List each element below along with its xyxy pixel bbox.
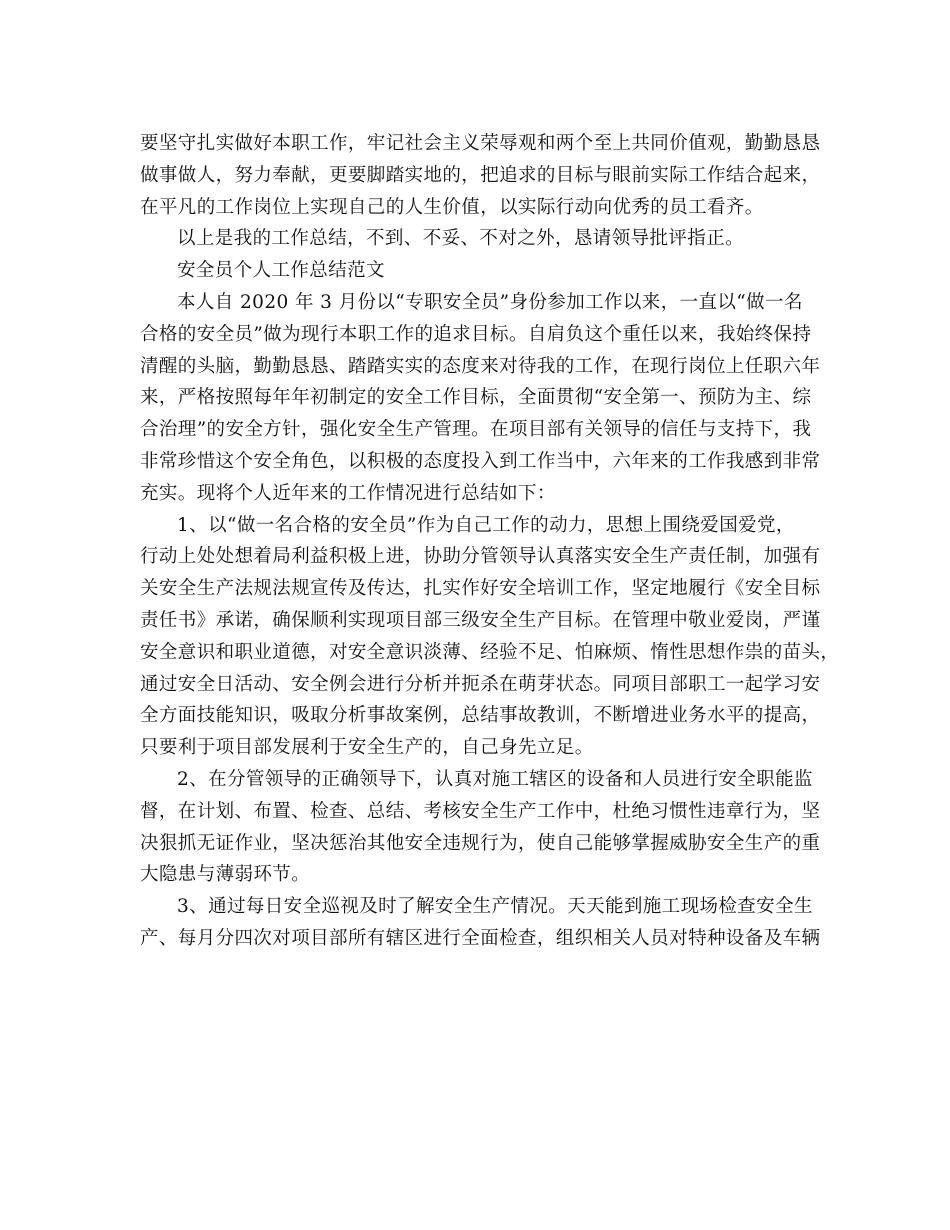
text-line: 2、在分管领导的正确领导下，认真对施工辖区的设备和人员进行安全职能监	[177, 768, 813, 790]
text-line: 行动上处处想着局利益积极上进，协助分管领导认真落实安全生产责任制，加强有	[140, 546, 821, 568]
text-line: 决狠抓无证作业，坚决惩治其他安全违规行为，使自己能够掌握威胁安全生产的重	[140, 832, 821, 854]
text-line: 合格的安全员”做为现行本职工作的追求目标。自肩负这个重任以来，我始终保持	[140, 323, 812, 345]
text-line: 充实。现将个人近年来的工作情况进行总结如下：	[140, 482, 556, 504]
text-line: 做事做人，努力奉献，更要脚踏实地的，把追求的目标与眼前实际工作结合起来，	[140, 164, 821, 186]
text-line: 通过安全日活动、安全例会进行分析并扼杀在萌芽状态。同项目部职工一起学习安	[140, 673, 821, 695]
text-line: 大隐患与薄弱环节。	[140, 864, 311, 886]
text-line: 安全意识和职业道德，对安全意识淡薄、经验不足、怕麻烦、惰性思想作祟的苗头，	[140, 641, 840, 663]
text-line: 全方面技能知识，吸取分析事故案例，总结事故教训，不断增进业务水平的提高，	[140, 705, 821, 727]
text-line: 在平凡的工作岗位上实现自己的人生价值，以实际行动向优秀的员工看齐。	[140, 196, 764, 218]
text-line: 合治理”的安全方针，强化安全生产管理。在项目部有关领导的信任与支持下，我	[140, 419, 812, 441]
text-line: 安全员个人工作总结范文	[177, 260, 385, 282]
text-line: 督，在计划、布置、检查、总结、考核安全生产工作中，杜绝习惯性违章行为，坚	[140, 800, 821, 822]
text-line: 责任书》承诺，确保顺利实现项目部三级安全生产目标。在管理中敬业爱岗，严谨	[140, 609, 821, 631]
text-line: 关安全生产法规法规宣传及传达，扎实作好安全培训工作，坚定地履行《安全目标	[140, 578, 821, 600]
text-line: 本人自 2020 年 3 月份以“专职安全员”身份参加工作以来，一直以“做一名	[177, 291, 803, 313]
text-line: 清醒的头脑，勤勤恳恳、踏踏实实的态度来对待我的工作，在现行岗位上任职六年	[140, 355, 821, 377]
text-line: 产、每月分四次对项目部所有辖区进行全面检查，组织相关人员对特种设备及车辆	[140, 927, 821, 949]
text-line: 3、通过每日安全巡视及时了解安全生产情况。天天能到施工现场检查安全生	[177, 896, 813, 918]
text-line: 非常珍惜这个安全角色，以积极的态度投入到工作当中，六年来的工作我感到非常	[140, 450, 821, 472]
text-line: 只要利于项目部发展利于安全生产的，自己身先立足。	[140, 737, 594, 759]
text-line: 1、以“做一名合格的安全员”作为自己工作的动力，思想上围绕爱国爱党，	[177, 514, 795, 536]
text-line: 要坚守扎实做好本职工作，牢记社会主义荣辱观和两个至上共同价值观，勤勤恳恳	[140, 133, 821, 154]
text-line: 来，严格按照每年年初制定的安全工作目标，全面贯彻“安全第一、预防为主、综	[140, 387, 812, 409]
document-body	[140, 128, 840, 955]
text-line: 以上是我的工作总结，不到、不妥、不对之外，恳请领导批评指正。	[177, 228, 745, 250]
